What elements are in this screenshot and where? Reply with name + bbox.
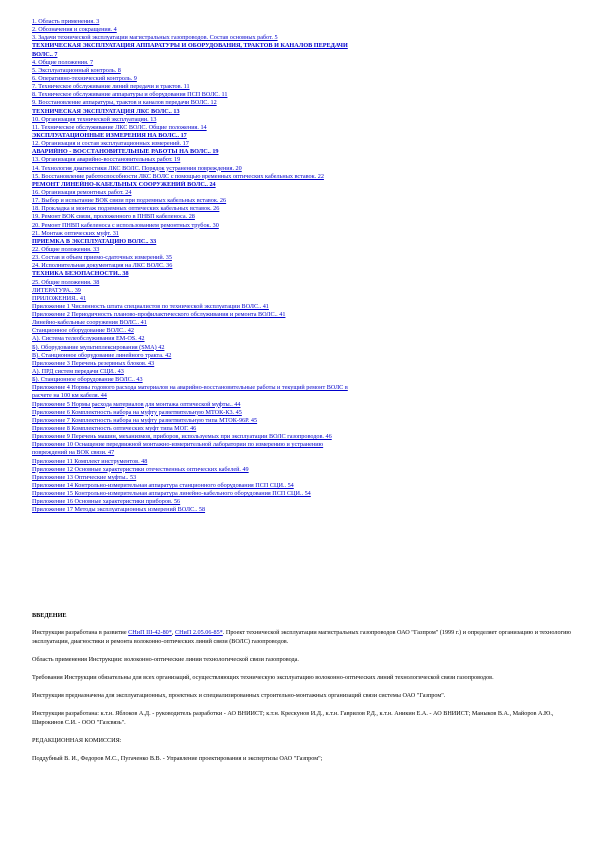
toc-entry	[32, 417, 572, 425]
toc-link[interactable]: 8. Техническое обслуживание аппаратуры и оборудования ПСП ВОЛС. 11	[32, 91, 228, 99]
toc-link[interactable]: Приложение 9 Перечень машин, механизмов, приборов, используемых при эксплуатации ВОЛС газопроводов. 46	[32, 433, 332, 441]
toc-link[interactable]: 19. Ремонт ВОК связи, проложенного в ПНВП кабеленоса. 28	[32, 213, 195, 221]
toc-link[interactable]: ВОЛС.. 7	[32, 50, 58, 58]
toc-link[interactable]: 2. Обозначения и сокращения. 4	[32, 26, 117, 34]
toc-link[interactable]: Приложение 1 Численность штата специалистов по технической эксплуатации ВОЛС.. 41	[32, 302, 269, 310]
toc-link[interactable]: Приложение 3 Перечень резервных блоков. 43	[32, 359, 155, 367]
intro-paragraph-3: Требования Инструкции обязательны для всех организаций, осуществляющих техническую эксплуатацию волоконно-оптических линий технологической связи газопроводов.	[32, 674, 494, 681]
toc-link[interactable]: повреждений на ВОК связи. 47	[32, 449, 115, 457]
toc-entry	[32, 230, 572, 238]
toc-entry	[32, 506, 572, 514]
toc-entry	[32, 173, 572, 181]
toc-link[interactable]: 17. Выбор и испытание ВОК связи при подземных кабельных вставок. 26	[32, 197, 227, 205]
toc-link[interactable]: 9. Восстановление аппаратуры, трактов и каналов передачи ВОЛС. 12	[32, 99, 217, 107]
toc-link[interactable]: Приложение 10 Оснащение передвижной монтажно-измерительной лаборатории по измерению и устранению	[32, 441, 324, 449]
toc-entry	[32, 270, 572, 278]
toc-entry	[32, 482, 572, 490]
introduction-title: ВВЕДЕНИЕ	[32, 612, 67, 619]
toc-link[interactable]: ЭКСПЛУАТАЦИОННЫЕ ИЗМЕРЕНИЯ НА ВОЛС.. 17	[32, 131, 187, 139]
toc-entry	[32, 498, 572, 506]
table-of-contents	[32, 18, 572, 515]
toc-entry	[32, 376, 572, 384]
introduction-section	[32, 612, 572, 772]
toc-entry	[32, 18, 572, 26]
intro-paragraph-4: Инструкция предназначена для эксплуатационных, проектных и специализированных строительно-монтажных организаций связи системы ОАО "Газпром".	[32, 692, 446, 699]
intro-text: Инструкция разработана в развитие	[32, 629, 129, 636]
toc-entry	[32, 295, 572, 303]
toc-link[interactable]: 4. Общие положения. 7	[32, 58, 94, 66]
toc-entry	[32, 254, 572, 262]
toc-entry	[32, 287, 572, 295]
toc-link[interactable]: 16. Организация ремонтных работ. 24	[32, 188, 132, 196]
toc-link[interactable]: Приложение 15 Контрольно-измерительная аппаратура линейно-кабельного оборудования ПСП СЦИ.. 54	[32, 490, 311, 498]
toc-entry	[32, 124, 572, 132]
intro-paragraph-2: Область применения Инструкции: волоконно-оптические линии технологической связи газопровода.	[32, 656, 299, 663]
toc-link[interactable]: Станционное оборудование ВОЛС.. 42	[32, 327, 134, 335]
toc-link[interactable]: Приложение 16 Основные характеристики приборов. 56	[32, 498, 181, 506]
toc-link[interactable]: АВАРИЙНО - ВОССТАНОВИТЕЛЬНЫЕ РАБОТЫ НА ВОЛС.. 19	[32, 148, 219, 156]
toc-entry	[32, 205, 572, 213]
toc-entry	[32, 197, 572, 205]
toc-link[interactable]: 14. Технология диагностики ЛКС ВОЛС. Порядок устранения повреждения. 20	[32, 164, 242, 172]
toc-link[interactable]: Линейно-кабельные сооружения ВОЛС.. 41	[32, 319, 147, 327]
toc-link[interactable]: РЕМОНТ ЛИНЕЙНО-КАБЕЛЬНЫХ СООРУЖЕНИЙ ВОЛС.. 24	[32, 180, 216, 188]
toc-entry	[32, 222, 572, 230]
toc-link[interactable]: расчете на 100 км кабеля. 44	[32, 392, 107, 400]
toc-entry	[32, 449, 572, 457]
intro-paragraph-1	[32, 628, 572, 646]
toc-entry	[32, 99, 572, 107]
toc-link[interactable]: Приложение 8 Комплектность оптических муфт типа МОГ. 46	[32, 425, 197, 433]
toc-entry	[32, 441, 572, 449]
toc-entry	[32, 59, 572, 67]
toc-link[interactable]: ТЕХНИКА БЕЗОПАСНОСТИ.. 38	[32, 270, 129, 278]
toc-link[interactable]: 25. Общие положения. 38	[32, 278, 100, 286]
toc-link[interactable]: А). ПРД систем передачи СЦИ.. 43	[32, 368, 124, 376]
toc-entry	[32, 279, 572, 287]
toc-link[interactable]: Приложение 5 Нормы расхода материалов для монтажа оптической муфты.. 44	[32, 400, 241, 408]
toc-entry	[32, 490, 572, 498]
toc-link[interactable]: 23. Состав и объем приемо-сдаточных измерений. 35	[32, 254, 172, 262]
toc-entry	[32, 91, 572, 99]
toc-entry	[32, 108, 572, 116]
intro-text: . Проект технической эксплуатации магистральных газопроводов ОАО "Газпром" (1999 г.) и определяет организацию и технологию эксплуатации, диагностики и ремонта волоконно-оптических линий связи (ВОЛС) газопроводов.	[32, 629, 572, 645]
toc-link[interactable]: ПРИЛОЖЕНИЯ.. 41	[32, 294, 87, 302]
toc-entry	[32, 34, 572, 42]
toc-entry	[32, 246, 572, 254]
toc-link[interactable]: Приложение 17 Методы эксплуатационных измерений ВОЛС.. 58	[32, 506, 206, 514]
toc-link[interactable]: Б). Оборудование мультиплексирования (SMA) 42	[32, 343, 165, 351]
toc-entry	[32, 352, 572, 360]
toc-entry	[32, 425, 572, 433]
toc-link[interactable]: ТЕХНИЧЕСКАЯ ЭКСПЛУАТАЦИЯ АППАРАТУРЫ И ОБОРУДОВАНИЯ, ТРАКТОВ И КАНАЛОВ ПЕРЕДАЧИ	[32, 42, 348, 50]
toc-entry	[32, 458, 572, 466]
snip-2-05-06-85-link[interactable]: СНиП 2.05.06-85*	[174, 629, 223, 636]
toc-link[interactable]: 6. Оперативно-технический контроль. 9	[32, 74, 137, 82]
toc-link[interactable]: В). Станционное оборудование линейного тракта. 42	[32, 351, 172, 359]
toc-link[interactable]: ПРИЕМКА В ЭКСПЛУАТАЦИЮ ВОЛС.. 33	[32, 237, 157, 245]
toc-entry	[32, 311, 572, 319]
toc-link[interactable]: Приложение 7 Комплектность набора на муфту разветвительную типа МТОК-96Р. 45	[32, 416, 258, 424]
toc-entry	[32, 262, 572, 270]
toc-link[interactable]: 1. Область применения. 3	[32, 18, 100, 25]
toc-entry	[32, 148, 572, 156]
toc-entry	[32, 26, 572, 34]
toc-entry	[32, 156, 572, 164]
toc-link[interactable]: 7. Техническое обслуживание линий передачи и трактов. 11	[32, 83, 190, 91]
toc-entry	[32, 401, 572, 409]
toc-entry	[32, 344, 572, 352]
toc-entry	[32, 67, 572, 75]
toc-link[interactable]: 5. Эксплуатационный контроль. 8	[32, 66, 121, 74]
toc-entry	[32, 181, 572, 189]
toc-link[interactable]: ТЕХНИЧЕСКАЯ ЭКСПЛУАТАЦИЯ ЛКС ВОЛС.. 13	[32, 107, 180, 115]
editorial-committee-heading: РЕДАКЦИОННАЯ КОМИССИЯ:	[32, 737, 122, 744]
toc-entry	[32, 75, 572, 83]
toc-link[interactable]: 18. Прокладка и монтаж подземных оптических кабельных вставок. 26	[32, 205, 220, 213]
toc-entry	[32, 303, 572, 311]
toc-link[interactable]: Приложение 4 Нормы годового расхода материалов на аварийно-восстановительные работы и текущий ремонт ВОЛС в	[32, 384, 348, 392]
toc-entry	[32, 335, 572, 343]
snip-3-42-80-link[interactable]: СНиП III-42-80*	[128, 629, 172, 636]
toc-link[interactable]: ЛИТЕРАТУРА.. 39	[32, 286, 81, 294]
toc-link[interactable]: Приложение 11 Комплект инструментов. 48	[32, 457, 148, 465]
toc-entry	[32, 83, 572, 91]
toc-link[interactable]: 11. Техническое обслуживание ЛКС ВОЛС. Общие положения. 14	[32, 123, 207, 131]
intro-paragraph-5: Инструкция разработана: к.т.н. Яблоков А.Д. - руководитель разработки - АО ВНИИСТ; к.т.н. Крескунов И.Д., к.т.н. Гаврилов Р.Д., к.т.н. Аникин Е.А. - АО ВНИИСТ; Маныков В.А., Майоров А.Ю., Широкинов С.И. - ООО "Газсвязь".	[32, 710, 554, 726]
toc-link[interactable]: 15. Восстановление работоспособности ЛКС ВОЛС с помощью временных оптических кабельных вставок. 22	[32, 172, 324, 180]
toc-link[interactable]: 13. Организация аварийно-восстановительных работ. 19	[32, 156, 181, 164]
toc-entry	[32, 42, 572, 50]
toc-entry	[32, 409, 572, 417]
toc-link[interactable]: 21. Монтаж оптических муфт. 31	[32, 229, 119, 237]
toc-entry	[32, 368, 572, 376]
toc-link[interactable]: 3. Задачи технической эксплуатации магистральных газопроводов. Состав основных работ. 5	[32, 34, 278, 42]
toc-link[interactable]: Приложение 13 Оптические муфты.. 53	[32, 473, 137, 481]
toc-entry	[32, 327, 572, 335]
intro-text: ,	[171, 629, 175, 636]
toc-entry	[32, 51, 572, 59]
toc-entry	[32, 433, 572, 441]
toc-link[interactable]: 20. Ремонт ПНВП кабеленоса с использованием ремонтных трубок. 30	[32, 221, 219, 229]
toc-entry	[32, 392, 572, 400]
toc-link[interactable]: Б). Станционное оборудование ВОЛС.. 43	[32, 376, 143, 384]
toc-link[interactable]: 24. Исполнительная документация на ЛКС ВОЛС. 36	[32, 262, 173, 270]
toc-link[interactable]: Приложение 2 Периодичность планово-профилактического обслуживания и ремонта ВОЛС.. 41	[32, 311, 286, 319]
toc-entry	[32, 360, 572, 368]
toc-entry	[32, 165, 572, 173]
toc-entry	[32, 189, 572, 197]
toc-entry	[32, 238, 572, 246]
toc-entry	[32, 319, 572, 327]
toc-entry	[32, 140, 572, 148]
toc-link[interactable]: 22. Общие положения. 33	[32, 245, 100, 253]
toc-link[interactable]: 12. Организация и состав эксплуатационных измерений. 17	[32, 140, 189, 148]
toc-entry	[32, 132, 572, 140]
toc-link[interactable]: 10. Организация технической эксплуатации. 13	[32, 115, 157, 123]
toc-entry	[32, 474, 572, 482]
toc-entry	[32, 466, 572, 474]
toc-link[interactable]: Приложение 6 Комплектность набора на муфту разветвительную МТОК-К3. 45	[32, 408, 242, 416]
intro-paragraph-7: Поддубный В. И., Федоров М.С., Пугаченко В.В. - Управление проектирования и экспертизы ОАО "Газпром";	[32, 755, 323, 762]
toc-entry	[32, 384, 572, 392]
toc-entry	[32, 116, 572, 124]
toc-entry	[32, 213, 572, 221]
toc-link[interactable]: Приложение 14 Контрольно-измерительная аппаратура станционного оборудования ПСП СЦИ.. 54	[32, 482, 294, 490]
toc-link[interactable]: Приложение 12 Основные характеристики отечественных оптических кабелей. 49	[32, 465, 249, 473]
toc-link[interactable]: А). Система телеобслуживания EM-OS. 42	[32, 335, 145, 343]
